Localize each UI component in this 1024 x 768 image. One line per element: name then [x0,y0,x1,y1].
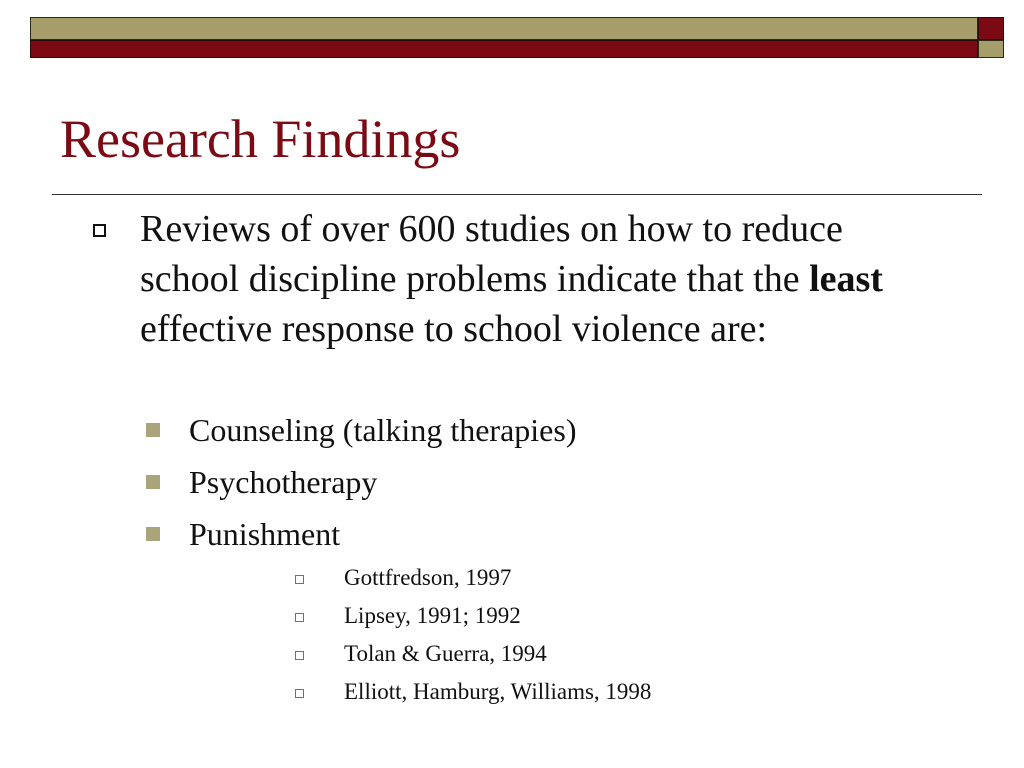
main-point [140,204,940,354]
main-point-emphasis: least [809,258,883,300]
small-hollow-square-bullet-icon [295,575,304,584]
small-hollow-square-bullet-icon [295,689,304,698]
main-point-text-after: effective response to school violence are: [140,308,768,350]
response-item [0,514,1024,554]
filled-square-bullet-icon [146,475,160,489]
citation-label: Gottfredson, 1997 [344,565,512,590]
citation-item [0,639,1024,669]
filled-square-bullet-icon [146,423,160,437]
hollow-square-bullet-icon [93,224,106,237]
citation-label: Lipsey, 1991; 1992 [344,603,521,628]
citation-label: Tolan & Guerra, 1994 [344,641,547,666]
citation-label: Elliott, Hamburg, Williams, 1998 [344,679,652,704]
response-label: Psychotherapy [189,464,378,500]
citation-item [0,563,1024,593]
small-hollow-square-bullet-icon [295,613,304,622]
filled-square-bullet-icon [146,527,160,541]
citation-item [0,601,1024,631]
response-label: Counseling (talking therapies) [189,412,577,448]
response-item [0,410,1024,450]
slide-title: Research Findings [60,109,461,169]
citation-item [0,677,1024,707]
response-label: Punishment [189,516,341,552]
small-hollow-square-bullet-icon [295,651,304,660]
main-point-text-before: Reviews of over 600 studies on how to reduce school discipline problems indicate that the [140,208,843,300]
response-item [0,462,1024,502]
